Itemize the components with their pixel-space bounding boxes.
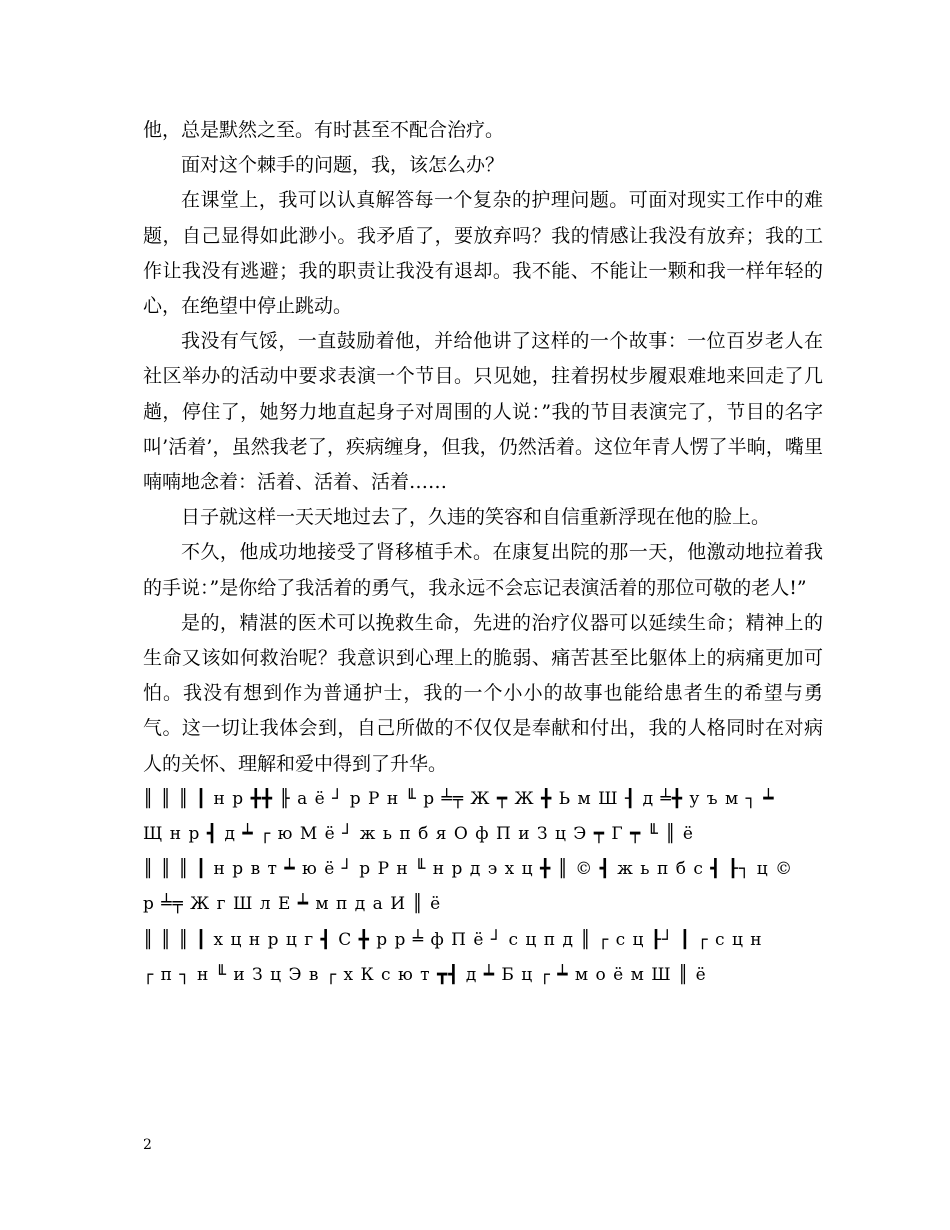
garbled-text-line: Щ н р ┫ д ┷ ┌ ю М ё ┘ ж ь п б я О ф П и З ц Э ┯ Г ┯ ╙ ║ ё	[143, 824, 694, 845]
paragraph: 在课堂上，我可以认真解答每一个复杂的护理问题。可面对现实工作中的难题，自己显得如此渺小。我矛盾了，要放弃吗？我的情感让我没有放弃；我的工作让我没有逃避；我的职责让我没有退却。我不能、不能让一颗和我一样年轻的心，在绝望中停止跳动。	[143, 189, 823, 318]
paragraph: 是的，精湛的医术可以挽救生命，先进的治疗仪器可以延续生命；精神上的生命又该如何救治呢？我意识到心理上的脆弱、痛苦甚至比躯体上的病痛更加可怕。我没有想到作为普通护士，我的一个小小的故事也能给患者生的希望与勇气。这一切让我体会到，自己所做的不仅仅是奉献和付出，我的人格同时在对病人的关怀、理解和爱中得到了升华。	[143, 611, 823, 775]
garbled-text-line: ║ ║ ║ ┃ н р в т ┷ ю ё ┘ р Р н ╙ н р д э х ц ╋ ║ © ┫ ж ь п б с ┫ ┠┐ ц ©	[143, 859, 794, 880]
garbled-text-line: ║ ║ ║ ┃ н р ╋╋ ╟ а ё ┘ р Р н ╙ р ╧╤ Ж ┯ Ж ╋ Ь м Ш ┨ д ╧╋ у ъ м ┐ ┷	[143, 788, 775, 809]
garbled-text-line: ┌ п ┐ н ╙ и З ц Э в ┌ х К с ю т ┳┫ д ┷ Б ц ┌ ┷ м о ё м Ш ║ ё	[143, 964, 707, 985]
garbled-text-line: р ╧╤ Ж г Ш л Е ┷ м п д а И ║ ё	[143, 894, 442, 915]
page-number: 2	[143, 1137, 152, 1153]
paragraph: 他，总是默然之至。有时甚至不配合治疗。	[143, 119, 505, 141]
paragraph: 不久，他成功地接受了肾移植手术。在康复出院的那一天，他激动地拉着我的手说：”是你给了我活着的勇气，我永远不会忘记表演活着的那位可敬的老人!”	[143, 541, 823, 599]
garbled-text-line: ║ ║ ║ ┃ х ц н р ц г ┫ С ╋ р р ╧ ф П ё ┘ с ц п д ║ ┌ с ц ┠┘ ┃ ┌ с ц н	[143, 929, 763, 950]
document-body	[143, 113, 823, 993]
paragraph: 面对这个棘手的问题，我，该怎么办？	[181, 154, 505, 177]
paragraph: 我没有气馁，一直鼓励着他，并给他讲了这样的一个故事：一位百岁老人在社区举办的活动中要求表演一个节目。只见她，拄着拐杖步履艰难地来回走了几趟，停住了，她努力地直起身子对周围的人说：”我的节目表演完了，节目的名字叫’活着’，虽然我老了，疾病缠身，但我，仍然活着。这位年青人愣了半晌，嘴里喃喃地念着：活着、活着、活着……	[143, 330, 823, 494]
paragraph: 日子就这样一天天地过去了，久违的笑容和自信重新浮现在他的脸上。	[181, 506, 771, 529]
